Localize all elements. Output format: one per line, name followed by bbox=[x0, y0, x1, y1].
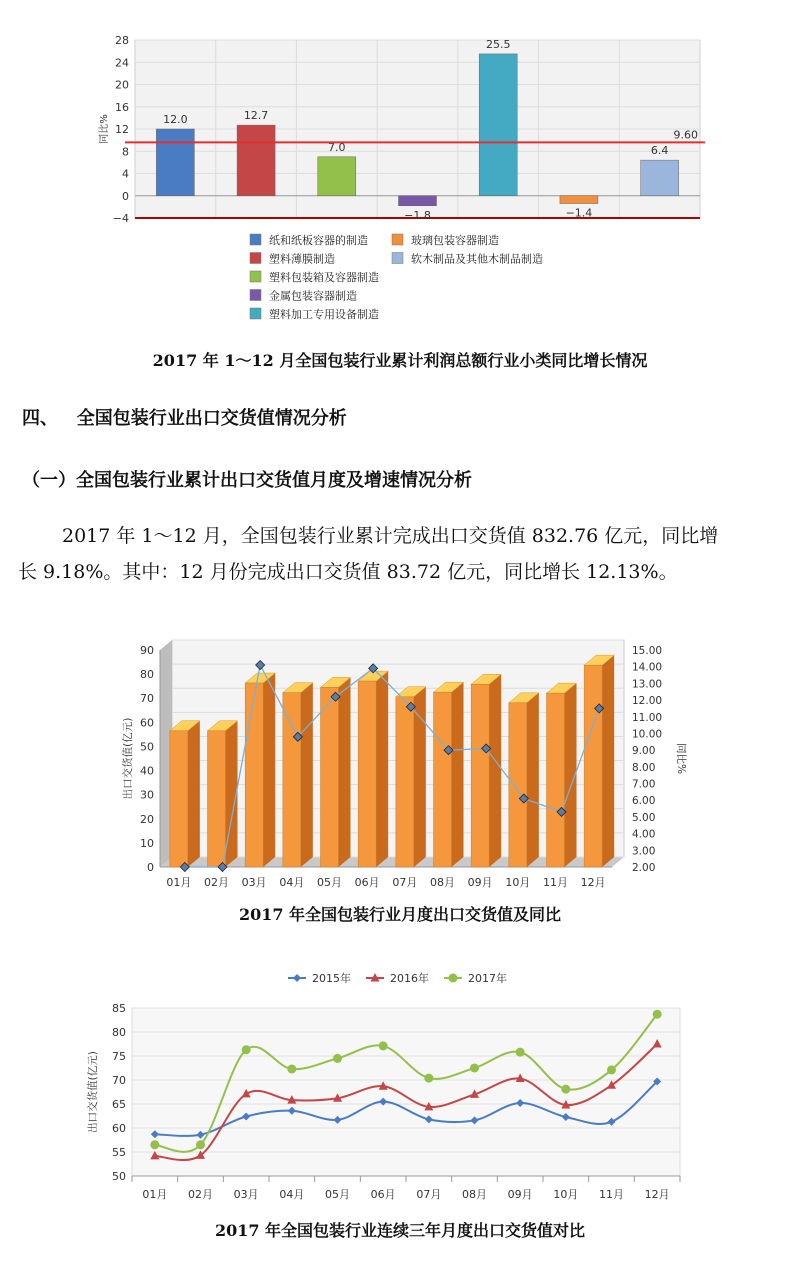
bar-data-label: 25.5 bbox=[485, 37, 511, 51]
bar bbox=[396, 697, 414, 867]
x-tick-label: 05月 bbox=[317, 876, 342, 889]
y-tick-label: 60 bbox=[140, 716, 154, 730]
series-point bbox=[424, 1074, 433, 1083]
legend-swatch bbox=[392, 253, 403, 264]
bar-data-label: 7.0 bbox=[328, 140, 346, 154]
y2-tick-label: 11.00 bbox=[632, 711, 663, 724]
y-tick-label: 10 bbox=[140, 836, 154, 850]
legend-entry: 塑料包装箱及容器制造 bbox=[269, 271, 379, 284]
y2-tick-label: 9.00 bbox=[632, 745, 656, 758]
legend-swatch bbox=[250, 308, 261, 319]
legend-swatch bbox=[250, 290, 261, 301]
x-tick-label: 06月 bbox=[354, 876, 380, 889]
bar-data-label: 6.4 bbox=[650, 144, 669, 158]
series-point bbox=[242, 1045, 251, 1054]
bar bbox=[584, 665, 602, 867]
bar-data-label: 12.7 bbox=[243, 109, 269, 123]
y-tick-label: 24 bbox=[115, 56, 129, 70]
y-tick-label: 16 bbox=[115, 100, 129, 114]
x-tick-label: 03月 bbox=[241, 876, 267, 889]
x-tick-label: 09月 bbox=[507, 1188, 533, 1201]
series-point bbox=[516, 1048, 525, 1057]
profit-growth-bar-chart bbox=[0, 0, 800, 340]
bar bbox=[321, 687, 339, 867]
x-tick-label: 05月 bbox=[325, 1188, 350, 1201]
x-tick-label: 11月 bbox=[543, 876, 568, 889]
y-tick-label: 20 bbox=[115, 78, 129, 92]
x-tick-label: 12月 bbox=[580, 876, 606, 889]
bar-side bbox=[489, 674, 501, 867]
legend-entry: 纸和纸板容器的制造 bbox=[269, 234, 368, 247]
series-point bbox=[150, 1140, 159, 1149]
y2-tick-label: 5.00 bbox=[632, 811, 656, 824]
y-tick-label: 0 bbox=[147, 861, 154, 874]
legend-entry: 2016年 bbox=[390, 972, 429, 985]
y-tick-label: 80 bbox=[112, 1026, 126, 1039]
legend-swatch bbox=[250, 271, 261, 282]
x-tick-label: 01月 bbox=[166, 876, 192, 889]
plot-area bbox=[132, 1008, 680, 1176]
series-point bbox=[470, 1064, 479, 1073]
paragraph-line-2: 长 9.18%。其中：12 月份完成出口交货值 83.72 亿元，同比增长 12.13%。 bbox=[18, 561, 678, 583]
x-tick-label: 10月 bbox=[505, 876, 531, 889]
y-tick-label: 8 bbox=[122, 145, 129, 159]
y-tick-label: 12 bbox=[115, 123, 129, 136]
body-paragraph bbox=[18, 518, 788, 590]
x-tick-label: 11月 bbox=[599, 1188, 624, 1201]
bar bbox=[641, 160, 679, 196]
y-tick-label: 20 bbox=[140, 812, 154, 826]
y2-tick-label: 3.00 bbox=[632, 845, 656, 858]
x-tick-label: 03月 bbox=[233, 1188, 259, 1201]
series-point bbox=[561, 1085, 570, 1094]
bar-side bbox=[188, 721, 200, 867]
x-tick-label: 04月 bbox=[279, 876, 305, 889]
bar-side bbox=[376, 671, 388, 867]
y-tick-label: 28 bbox=[115, 34, 129, 47]
x-tick-label: 01月 bbox=[142, 1188, 168, 1201]
y2-axis-label: 同比% bbox=[675, 743, 687, 774]
legend-entry: 塑料薄膜制造 bbox=[269, 252, 335, 266]
y2-tick-label: 15.00 bbox=[632, 645, 663, 657]
x-tick-label: 08月 bbox=[430, 876, 455, 889]
y-tick-label: 90 bbox=[140, 644, 154, 657]
legend-marker bbox=[449, 974, 458, 983]
bar bbox=[170, 731, 188, 867]
y2-tick-label: 14.00 bbox=[632, 661, 663, 674]
y-tick-label: 85 bbox=[112, 1002, 126, 1015]
x-tick-label: 04月 bbox=[279, 1188, 305, 1201]
bar-side bbox=[602, 655, 614, 867]
y2-tick-label: 10.00 bbox=[632, 728, 663, 741]
bar-side bbox=[414, 687, 426, 867]
bar bbox=[547, 693, 565, 867]
legend-entry: 金属包装容器制造 bbox=[269, 289, 357, 303]
series-point bbox=[379, 1041, 388, 1050]
x-tick-label: 12月 bbox=[644, 1188, 670, 1201]
x-tick-label: 09月 bbox=[467, 876, 493, 889]
x-tick-label: 07月 bbox=[416, 1188, 442, 1201]
y2-tick-label: 2.00 bbox=[632, 862, 656, 874]
y-tick-label: 4 bbox=[122, 167, 129, 181]
bar bbox=[358, 681, 376, 867]
y-tick-label: 50 bbox=[140, 740, 154, 754]
bar-side bbox=[452, 682, 464, 867]
bar-data-label: −1.8 bbox=[404, 208, 431, 222]
section4-1-heading: （一）全国包装行业累计出口交货值月度及增速情况分析 bbox=[22, 470, 472, 491]
y-tick-label: 30 bbox=[140, 788, 154, 802]
bar-side bbox=[527, 693, 539, 867]
bar-data-label: −1.4 bbox=[565, 206, 593, 220]
y2-tick-label: 12.00 bbox=[632, 695, 663, 708]
legend-entry: 2017年 bbox=[468, 972, 507, 985]
bar bbox=[560, 196, 598, 204]
y-tick-label: 75 bbox=[112, 1050, 126, 1063]
series-point bbox=[653, 1010, 662, 1019]
x-tick-label: 07月 bbox=[392, 876, 418, 889]
x-tick-label: 02月 bbox=[204, 876, 229, 889]
y2-tick-label: 8.00 bbox=[632, 761, 656, 774]
bar-side bbox=[301, 683, 313, 867]
x-tick-label: 10月 bbox=[553, 1188, 579, 1201]
y-tick-label: 40 bbox=[140, 764, 154, 778]
y-tick-label: 55 bbox=[112, 1146, 126, 1159]
series-point bbox=[287, 1064, 296, 1073]
legend-swatch bbox=[250, 234, 261, 245]
y-tick-label: 80 bbox=[140, 668, 154, 682]
bar bbox=[509, 703, 527, 867]
x-tick-label: 06月 bbox=[370, 1188, 396, 1201]
bar bbox=[245, 683, 263, 867]
legend-swatch bbox=[392, 234, 403, 245]
y2-tick-label: 7.00 bbox=[632, 778, 656, 791]
bar bbox=[208, 731, 226, 867]
bar-side bbox=[339, 677, 351, 867]
bar bbox=[283, 693, 301, 867]
y-tick-label: −4 bbox=[112, 212, 129, 225]
y-tick-label: 65 bbox=[112, 1098, 126, 1111]
bar bbox=[399, 196, 437, 206]
reference-line-label: 9.60 bbox=[673, 128, 698, 142]
bar bbox=[156, 129, 194, 196]
three-year-export-line-chart bbox=[0, 962, 800, 1212]
y-tick-label: 70 bbox=[140, 692, 154, 706]
series-point bbox=[196, 1140, 205, 1149]
y2-tick-label: 6.00 bbox=[632, 795, 656, 808]
y-axis-label: 同比% bbox=[99, 114, 110, 144]
y2-tick-label: 13.00 bbox=[632, 678, 663, 691]
figure3-caption: 2017 年全国包装行业连续三年月度出口交货值对比 bbox=[214, 1221, 586, 1240]
series-point bbox=[333, 1054, 342, 1063]
y-tick-label: 70 bbox=[112, 1074, 126, 1087]
legend-swatch bbox=[250, 253, 261, 264]
bar-side bbox=[263, 673, 275, 867]
legend-entry: 塑料加工专用设备制造 bbox=[269, 308, 379, 321]
y-tick-label: 60 bbox=[112, 1122, 126, 1135]
figure2-caption: 2017 年全国包装行业月度出口交货值及同比 bbox=[238, 905, 562, 924]
legend-entry: 玻璃包装容器制造 bbox=[411, 234, 499, 247]
bar bbox=[434, 692, 452, 867]
x-tick-label: 02月 bbox=[188, 1188, 213, 1201]
y2-tick-label: 4.00 bbox=[632, 828, 656, 841]
section4-heading: 四、 全国包装行业出口交货值情况分析 bbox=[22, 408, 347, 429]
bar bbox=[471, 684, 489, 867]
paragraph-line-1: 2017 年 1～12 月，全国包装行业累计完成出口交货值 832.76 亿元，同比增 bbox=[62, 525, 719, 547]
y-tick-label: 50 bbox=[112, 1170, 126, 1183]
x-tick-label: 08月 bbox=[462, 1188, 487, 1201]
monthly-export-bar-chart bbox=[0, 628, 800, 898]
y-axis-label: 出口交货值(亿元) bbox=[122, 717, 134, 800]
figure1-caption: 2017 年 1～12 月全国包装行业累计利润总额行业小类同比增长情况 bbox=[152, 351, 648, 370]
legend-entry: 2015年 bbox=[312, 972, 351, 985]
y-tick-label: 0 bbox=[122, 189, 129, 203]
y-axis-label: 出口交货值(亿元) bbox=[87, 1051, 99, 1133]
series-point bbox=[607, 1065, 616, 1074]
legend-entry: 软木制品及其他木制品制造 bbox=[411, 252, 543, 266]
bar-data-label: 12.0 bbox=[163, 113, 188, 126]
bar bbox=[318, 157, 356, 196]
bar bbox=[237, 125, 275, 196]
legend-marker bbox=[293, 974, 301, 982]
bar bbox=[479, 54, 517, 196]
